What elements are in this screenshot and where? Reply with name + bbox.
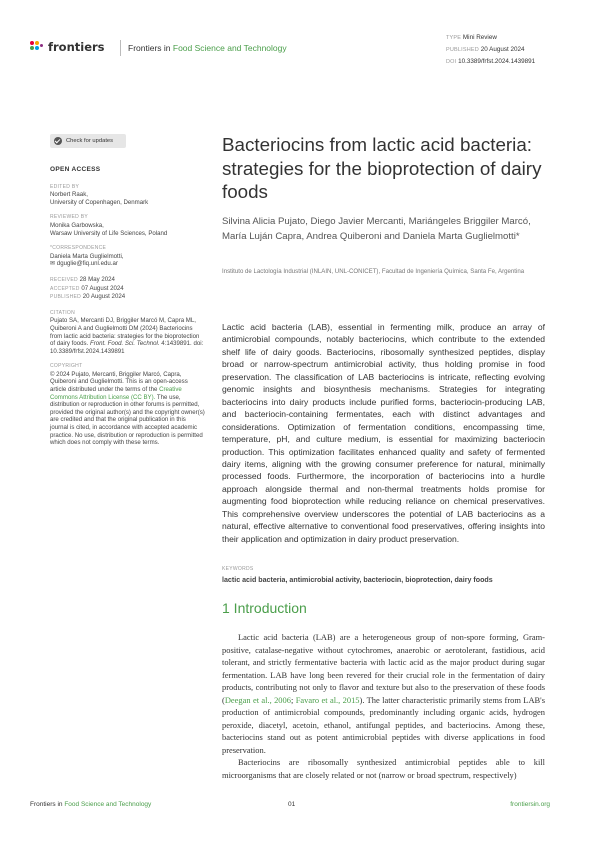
keywords: lactic acid bacteria, antimicrobial activity, bacteriocin, bioprotection, dairy foods [222,576,493,584]
edited-by-block [50,184,205,207]
footer-site-link[interactable]: frontiersin.org [510,801,550,808]
section-heading-introduction: 1 Introduction [222,600,307,616]
accepted-value: 07 August 2024 [81,284,124,292]
intro-text-1a: Lactic acid bacteria (LAB) are a heterogeneous group of non-spore forming, Gram-positive, catalase-negative without cytochromes, anaerobic or aerotolerant, fastidious, acid tolerant, and strictly fermentative bacteria with lactic acid as the major product during sugar fermentation. LAB have long been revered for their crucial role in the fermentation of dairy products, contributing not only to flavor and texture but also to the preservation of these foods ( [222,632,545,705]
footer-journal-title: Food Science and Technology [64,801,152,808]
reference-separator: ; [290,694,296,705]
footer-journal[interactable] [30,801,151,808]
published-key: PUBLISHED [50,294,82,301]
correspondence-label: *CORRESPONDENCE [50,245,107,252]
copyright-body-2: The use, distribution or reproduction in other forums is permitted, provided the original author(s) and the copyright owner(s) are credited and that the original publication in this journal is cited, in accordance with accepted academic practice. No use, distribution or reproduction is permitted which does not comply with these terms. [50,393,205,447]
citation-label: CITATION [50,309,75,316]
introduction-body [222,631,545,782]
page-header [30,32,570,65]
reviewed-by-block [50,214,205,237]
citation-doi[interactable]: doi: 10.3389/frfst.2024.1439891 [50,340,204,355]
frontiers-logo[interactable] [30,40,105,54]
type-value: Mini Review [462,34,497,41]
type-key: TYPE [446,35,462,41]
dates-block [50,276,205,302]
copyright-block [50,363,205,447]
check-for-updates-button[interactable] [50,134,126,148]
citation-volume: 4:1439891. [159,340,192,348]
edited-by-label: EDITED BY [50,183,80,190]
article-meta [446,32,535,68]
journal-title: Food Science and Technology [172,43,287,53]
citation-text [50,317,205,355]
intro-paragraph-1 [222,631,545,756]
doi-key: DOI [446,59,457,65]
frontiers-logo-text: frontiers [48,40,105,54]
copyright-label: COPYRIGHT [50,363,83,370]
editor-name: Norbert Raak, [50,191,88,199]
published-value: 20 August 2024 [82,293,126,301]
copyright-text [50,371,205,447]
cc-by-license-link[interactable]: Creative Commons Attribution License (CC BY). [50,386,182,401]
received-value: 28 May 2024 [79,275,115,283]
doi-value[interactable]: 10.3389/frfst.2024.1439891 [458,58,536,65]
correspondence-name: Daniela Marta Guglielmotti, [50,252,124,260]
frontiers-logo-icon [30,41,44,53]
accepted-key: ACCEPTED [50,285,80,292]
check-icon [54,137,62,145]
reviewer-affiliation: Warsaw University of Life Sciences, Poland [50,229,168,237]
intro-paragraph-2: Bacteriocins are ribosomally synthesized antimicrobial peptides able to kill microorganisms that are closely related or not (narrow or broad spectrum, respectively) [222,757,545,781]
intro-text-1b: ). The latter characteristic primarily stems from LAB's production of antimicrobial compounds, predominantly including organic acids, hydrogen peroxide, diacetyl, acetoin, ethanol, antifungal peptides, and bacteriocins. Among these, bacteriocins stand out as potent antimicrobial peptides with diverse applications in food preservation. [222,694,545,755]
reviewer-name: Monika Garbowska, [50,221,104,229]
keywords-label: KEYWORDS [222,566,254,572]
article-title: Bacteriocins from lactic acid bacteria: strategies for the bioprotection of dairy foods [222,134,542,202]
header-divider [120,40,121,56]
citation-journal: Front. Food. Sci. Technol. [89,340,160,348]
correspondence-block [50,245,205,268]
footer-journal-prefix: Frontiers in [30,801,63,808]
check-for-updates-label: Check for updates [66,138,114,144]
citation-block [50,310,205,356]
reference-link-deegan[interactable]: Deegan et al., 2006 [224,694,291,705]
copyright-body-1: © 2024 Pujato, Mercanti, Briggiler Marcó, Capra, Quiberoni and Guglielmotti. This is an open-access article distributed under the terms of the [50,370,188,394]
sidebar [50,166,205,450]
received-key: RECEIVED [50,276,78,283]
journal-prefix: Frontiers in [128,43,171,53]
citation-body: Pujato SA, Mercanti DJ, Briggiler Marcó M, Capra ML, Quiberoni A and Guglielmotti DM (2024) Bacteriocins from lactic acid bacteria: strategies for the bioprotection of dairy foods. [50,317,200,348]
published-key: PUBLISHED [446,47,479,53]
open-access-label: OPEN ACCESS [50,166,101,173]
published-value: 20 August 2024 [480,46,525,53]
reference-link-favaro[interactable]: Favaro et al., 2015 [295,694,360,705]
abstract: Lactic acid bacteria (LAB), essential in fermenting milk, produce an array of antimicrobial compounds, notably bacteriocins, which contribute to the extended shelf life of dairy goods. Bacteriocins, ribosomally synthesized peptides, display broad or narrow-spectrum antimicrobial activity, thus holding promise in food preservation. The classification of LAB bacteriocins is intricate, reflecting evolving genomic insights and biosynthesis mechanisms. Strategies for integrating bacteriocins into dairy products include purified forms, bacteriocin-producing LAB, and bacteriocin-containing fermentates, each with distinct advantages and considerations. Optimization of fermentation conditions, encompassing time, temperature, pH, and culture medium, is essential for maximizing bacteriocin production. This optimization facilitates enhanced quality and safety of fermented dairy items, aligning with the growing consumer preference for natural, minimally processed foods. Furthermore, the incorporation of bacteriocins into a hurdle approach alongside thermal and non-thermal treatments holds promise for augmenting food bioprotection while reducing reliance on chemical preservatives. This comprehensive overview underscores the potential of LAB bacteriocins as a natural, effective alternative to conventional food preservatives, offering insights into their application and optimization in dairy product preservation. [222,322,545,544]
journal-name[interactable] [128,43,287,53]
page-number: 01 [288,801,296,808]
author-list: Silvina Alicia Pujato, Diego Javier Mercanti, Mariángeles Briggiler Marcó, María Luján Capra, Andrea Quiberoni and Daniela Marta Guglielmotti* [222,216,531,243]
editor-affiliation: University of Copenhagen, Denmark [50,198,149,206]
correspondence-email[interactable]: ✉ dguglie@fiq.unl.edu.ar [50,260,118,268]
reviewed-by-label: REVIEWED BY [50,214,89,221]
author-affiliation: Instituto de Lactología Industrial (INLAIN, UNL-CONICET), Facultad de Ingeniería Química, Santa Fe, Argentina [222,268,525,275]
